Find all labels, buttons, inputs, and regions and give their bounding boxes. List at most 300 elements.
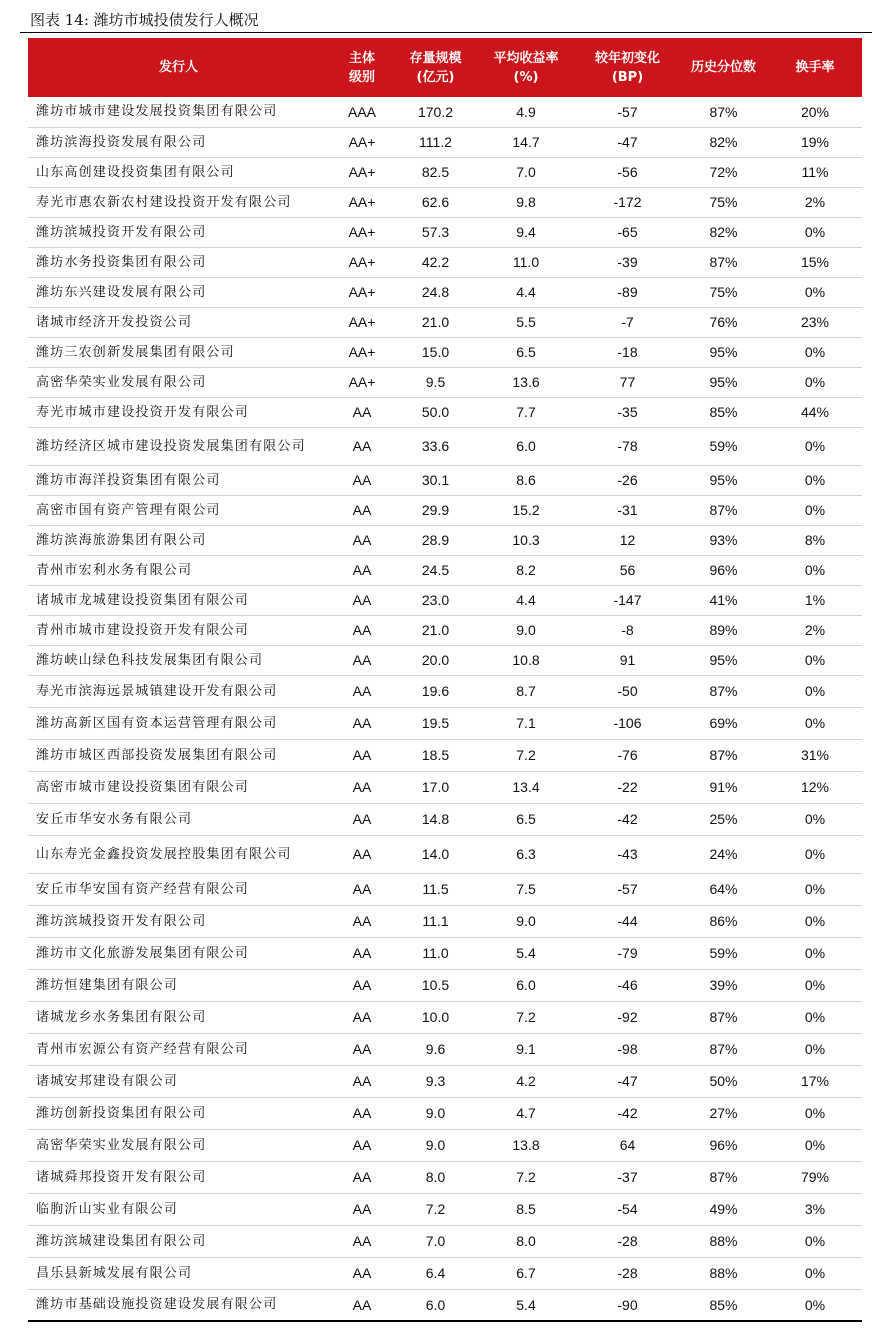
issuer-cell: 山东寿光金鑫投资发展控股集团有限公司 [28,835,329,873]
yield-cell: 13.4 [476,771,576,803]
yield-cell: 5.4 [476,1289,576,1321]
rating-cell: AA [329,427,395,465]
percentile-cell: 95% [679,645,768,675]
percentile-cell: 64% [679,873,768,905]
percentile-cell: 87% [679,1001,768,1033]
change-cell: -42 [576,1097,679,1129]
yield-cell: 7.1 [476,707,576,739]
issuer-cell: 诸城市龙城建设投资集团有限公司 [28,585,329,615]
header-issuer: 发行人 [28,38,329,97]
scale-cell: 9.6 [395,1033,476,1065]
rating-cell: AA [329,1257,395,1289]
rating-cell: AA [329,465,395,495]
scale-cell: 15.0 [395,337,476,367]
percentile-cell: 82% [679,217,768,247]
change-cell: 77 [576,367,679,397]
percentile-cell: 82% [679,127,768,157]
issuer-cell: 潍坊滨海投资发展有限公司 [28,127,329,157]
rating-cell: AA [329,1097,395,1129]
yield-cell: 6.5 [476,803,576,835]
scale-cell: 6.0 [395,1289,476,1321]
percentile-cell: 95% [679,465,768,495]
percentile-cell: 72% [679,157,768,187]
turnover-cell: 11% [768,157,862,187]
scale-cell: 24.5 [395,555,476,585]
header-yield-line2: (%) [513,69,539,85]
turnover-cell: 0% [768,1097,862,1129]
turnover-cell: 0% [768,707,862,739]
rating-cell: AA [329,1225,395,1257]
table-row [28,187,862,217]
yield-cell: 4.4 [476,277,576,307]
scale-cell: 170.2 [395,97,476,127]
issuer-cell: 青州市宏源公有资产经营有限公司 [28,1033,329,1065]
rating-cell: AA [329,1161,395,1193]
table-row [28,247,862,277]
scale-cell: 57.3 [395,217,476,247]
change-cell: 64 [576,1129,679,1161]
table-body [28,97,862,1321]
rating-cell: AA [329,1129,395,1161]
scale-cell: 42.2 [395,247,476,277]
change-cell: -98 [576,1033,679,1065]
scale-cell: 14.0 [395,835,476,873]
turnover-cell: 0% [768,495,862,525]
table-row [28,739,862,771]
issuer-cell: 高密市国有资产管理有限公司 [28,495,329,525]
percentile-cell: 25% [679,803,768,835]
scale-cell: 50.0 [395,397,476,427]
yield-cell: 13.8 [476,1129,576,1161]
change-cell: 56 [576,555,679,585]
change-cell: -44 [576,905,679,937]
issuer-table [28,38,862,1322]
table-row [28,1257,862,1289]
rating-cell: AA [329,1289,395,1321]
change-cell: -47 [576,1065,679,1097]
percentile-cell: 86% [679,905,768,937]
rating-cell: AA [329,525,395,555]
rating-cell: AA+ [329,337,395,367]
turnover-cell: 0% [768,465,862,495]
scale-cell: 24.8 [395,277,476,307]
scale-cell: 8.0 [395,1161,476,1193]
change-cell: -39 [576,247,679,277]
header-yield-line1: 平均收益率 [493,50,559,66]
table-row [28,495,862,525]
rating-cell: AA [329,771,395,803]
percentile-cell: 75% [679,187,768,217]
table-row [28,937,862,969]
change-cell: -54 [576,1193,679,1225]
scale-cell: 19.6 [395,675,476,707]
issuer-cell: 诸城龙乡水务集团有限公司 [28,1001,329,1033]
yield-cell: 5.4 [476,937,576,969]
yield-cell: 8.6 [476,465,576,495]
turnover-cell: 0% [768,1129,862,1161]
table-row [28,585,862,615]
yield-cell: 6.3 [476,835,576,873]
rating-cell: AA [329,495,395,525]
change-cell: -26 [576,465,679,495]
percentile-cell: 87% [679,247,768,277]
header-scale [395,38,476,97]
rating-cell: AA [329,615,395,645]
yield-cell: 8.0 [476,1225,576,1257]
rating-cell: AA [329,937,395,969]
table-row [28,803,862,835]
percentile-cell: 87% [679,495,768,525]
percentile-cell: 85% [679,1289,768,1321]
issuer-cell: 临朐沂山实业有限公司 [28,1193,329,1225]
percentile-cell: 49% [679,1193,768,1225]
change-cell: -35 [576,397,679,427]
table-row [28,555,862,585]
issuer-cell: 潍坊市基础设施投资建设发展有限公司 [28,1289,329,1321]
turnover-cell: 0% [768,645,862,675]
header-yield [476,38,576,97]
change-cell: -50 [576,675,679,707]
change-cell: -90 [576,1289,679,1321]
table-row [28,1065,862,1097]
change-cell: 12 [576,525,679,555]
header-change [576,38,679,97]
issuer-cell: 潍坊市文化旅游发展集团有限公司 [28,937,329,969]
rating-cell: AA [329,1033,395,1065]
turnover-cell: 31% [768,739,862,771]
rating-cell: AA [329,873,395,905]
table-row [28,615,862,645]
rating-cell: AAA [329,97,395,127]
yield-cell: 9.0 [476,905,576,937]
rating-cell: AA [329,555,395,585]
scale-cell: 6.4 [395,1257,476,1289]
percentile-cell: 87% [679,1161,768,1193]
turnover-cell: 17% [768,1065,862,1097]
scale-cell: 30.1 [395,465,476,495]
scale-cell: 21.0 [395,615,476,645]
header-turnover: 换手率 [768,38,862,97]
table-row [28,1129,862,1161]
issuer-cell: 潍坊市城市建设发展投资集团有限公司 [28,97,329,127]
turnover-cell: 0% [768,873,862,905]
yield-cell: 14.7 [476,127,576,157]
change-cell: -106 [576,707,679,739]
rating-cell: AA+ [329,127,395,157]
issuer-cell: 潍坊高新区国有资本运营管理有限公司 [28,707,329,739]
scale-cell: 10.5 [395,969,476,1001]
scale-cell: 82.5 [395,157,476,187]
table-row [28,427,862,465]
turnover-cell: 0% [768,555,862,585]
rating-cell: AA+ [329,187,395,217]
issuer-cell: 潍坊滨城投资开发有限公司 [28,905,329,937]
yield-cell: 7.7 [476,397,576,427]
header-rating [329,38,395,97]
percentile-cell: 39% [679,969,768,1001]
change-cell: -79 [576,937,679,969]
scale-cell: 29.9 [395,495,476,525]
issuer-cell: 昌乐县新城发展有限公司 [28,1257,329,1289]
change-cell: -22 [576,771,679,803]
issuer-cell: 高密市城市建设投资集团有限公司 [28,771,329,803]
table-row [28,1161,862,1193]
yield-cell: 4.7 [476,1097,576,1129]
table-row [28,127,862,157]
turnover-cell: 0% [768,1001,862,1033]
yield-cell: 9.1 [476,1033,576,1065]
change-cell: -65 [576,217,679,247]
yield-cell: 4.2 [476,1065,576,1097]
percentile-cell: 88% [679,1257,768,1289]
percentile-cell: 85% [679,397,768,427]
change-cell: -76 [576,739,679,771]
table-row [28,1097,862,1129]
issuer-cell: 寿光市滨海远景城镇建设开发有限公司 [28,675,329,707]
change-cell: -28 [576,1257,679,1289]
change-cell: -147 [576,585,679,615]
change-cell: -31 [576,495,679,525]
scale-cell: 28.9 [395,525,476,555]
change-cell: -46 [576,969,679,1001]
change-cell: -37 [576,1161,679,1193]
header-rating-line1: 主体 [348,50,375,66]
yield-cell: 7.2 [476,1001,576,1033]
rating-cell: AA [329,1193,395,1225]
turnover-cell: 3% [768,1193,862,1225]
percentile-cell: 95% [679,367,768,397]
turnover-cell: 44% [768,397,862,427]
table-row [28,157,862,187]
issuer-cell: 诸城市经济开发投资公司 [28,307,329,337]
scale-cell: 21.0 [395,307,476,337]
change-cell: -89 [576,277,679,307]
rating-cell: AA+ [329,157,395,187]
rating-cell: AA [329,707,395,739]
turnover-cell: 19% [768,127,862,157]
table-row [28,645,862,675]
rating-cell: AA [329,835,395,873]
header-rating-line2: 级别 [348,69,375,85]
rating-cell: AA [329,739,395,771]
turnover-cell: 0% [768,835,862,873]
percentile-cell: 27% [679,1097,768,1129]
turnover-cell: 1% [768,585,862,615]
yield-cell: 8.5 [476,1193,576,1225]
turnover-cell: 79% [768,1161,862,1193]
change-cell: -57 [576,873,679,905]
yield-cell: 7.0 [476,157,576,187]
turnover-cell: 0% [768,217,862,247]
issuer-cell: 潍坊水务投资集团有限公司 [28,247,329,277]
rating-cell: AA [329,905,395,937]
header-scale-line2: (亿元) [416,69,455,85]
header-percentile: 历史分位数 [679,38,768,97]
yield-cell: 4.9 [476,97,576,127]
turnover-cell: 0% [768,803,862,835]
percentile-cell: 41% [679,585,768,615]
percentile-cell: 95% [679,337,768,367]
table-row [28,367,862,397]
turnover-cell: 0% [768,937,862,969]
turnover-cell: 0% [768,1257,862,1289]
issuer-cell: 青州市宏利水务有限公司 [28,555,329,585]
rating-cell: AA+ [329,247,395,277]
scale-cell: 20.0 [395,645,476,675]
rating-cell: AA+ [329,277,395,307]
yield-cell: 8.7 [476,675,576,707]
header-scale-line1: 存量规模 [409,50,462,66]
scale-cell: 11.5 [395,873,476,905]
scale-cell: 9.5 [395,367,476,397]
yield-cell: 8.2 [476,555,576,585]
rating-cell: AA [329,803,395,835]
scale-cell: 19.5 [395,707,476,739]
table-row [28,1001,862,1033]
percentile-cell: 76% [679,307,768,337]
rating-cell: AA+ [329,217,395,247]
issuer-cell: 潍坊市海洋投资集团有限公司 [28,465,329,495]
table-row [28,337,862,367]
percentile-cell: 93% [679,525,768,555]
issuer-cell: 潍坊东兴建设发展有限公司 [28,277,329,307]
yield-cell: 9.0 [476,615,576,645]
scale-cell: 11.0 [395,937,476,969]
table-row [28,1225,862,1257]
table-row [28,397,862,427]
turnover-cell: 0% [768,367,862,397]
rating-cell: AA [329,645,395,675]
table-row [28,465,862,495]
yield-cell: 7.2 [476,739,576,771]
table-row [28,905,862,937]
percentile-cell: 87% [679,739,768,771]
percentile-cell: 89% [679,615,768,645]
rating-cell: AA [329,675,395,707]
percentile-cell: 88% [679,1225,768,1257]
rating-cell: AA [329,969,395,1001]
table-header [28,38,862,97]
yield-cell: 6.7 [476,1257,576,1289]
turnover-cell: 2% [768,187,862,217]
yield-cell: 9.4 [476,217,576,247]
percentile-cell: 50% [679,1065,768,1097]
yield-cell: 11.0 [476,247,576,277]
turnover-cell: 12% [768,771,862,803]
turnover-cell: 0% [768,277,862,307]
scale-cell: 10.0 [395,1001,476,1033]
scale-cell: 62.6 [395,187,476,217]
turnover-cell: 15% [768,247,862,277]
turnover-cell: 0% [768,969,862,1001]
yield-cell: 7.2 [476,1161,576,1193]
table-row [28,771,862,803]
percentile-cell: 91% [679,771,768,803]
turnover-cell: 0% [768,1289,862,1321]
table-row [28,217,862,247]
table-row [28,969,862,1001]
change-cell: -28 [576,1225,679,1257]
rating-cell: AA [329,1065,395,1097]
table-row [28,1193,862,1225]
table-row [28,525,862,555]
yield-cell: 10.3 [476,525,576,555]
header-change-line1: 较年初变化 [594,50,660,66]
scale-cell: 17.0 [395,771,476,803]
issuer-cell: 诸城安邦建设有限公司 [28,1065,329,1097]
change-cell: -42 [576,803,679,835]
scale-cell: 9.0 [395,1129,476,1161]
rating-cell: AA [329,397,395,427]
scale-cell: 18.5 [395,739,476,771]
change-cell: -92 [576,1001,679,1033]
change-cell: -43 [576,835,679,873]
table-row [28,707,862,739]
percentile-cell: 75% [679,277,768,307]
caption-divider [20,32,872,33]
yield-cell: 15.2 [476,495,576,525]
rating-cell: AA [329,1001,395,1033]
change-cell: -7 [576,307,679,337]
yield-cell: 10.8 [476,645,576,675]
change-cell: -8 [576,615,679,645]
table-row [28,307,862,337]
issuer-cell: 高密华荣实业发展有限公司 [28,367,329,397]
turnover-cell: 0% [768,337,862,367]
change-cell: -57 [576,97,679,127]
issuer-cell: 安丘市华安水务有限公司 [28,803,329,835]
percentile-cell: 87% [679,97,768,127]
issuer-cell: 寿光市城市建设投资开发有限公司 [28,397,329,427]
turnover-cell: 0% [768,905,862,937]
scale-cell: 23.0 [395,585,476,615]
percentile-cell: 59% [679,937,768,969]
rating-cell: AA [329,585,395,615]
change-cell: 91 [576,645,679,675]
scale-cell: 7.2 [395,1193,476,1225]
issuer-cell: 潍坊恒建集团有限公司 [28,969,329,1001]
scale-cell: 33.6 [395,427,476,465]
scale-cell: 111.2 [395,127,476,157]
issuer-cell: 潍坊滨城投资开发有限公司 [28,217,329,247]
yield-cell: 7.5 [476,873,576,905]
percentile-cell: 96% [679,1129,768,1161]
table-row [28,1289,862,1321]
table-row [28,835,862,873]
yield-cell: 6.5 [476,337,576,367]
yield-cell: 6.0 [476,969,576,1001]
issuer-cell: 潍坊创新投资集团有限公司 [28,1097,329,1129]
table-row [28,97,862,127]
issuer-cell: 潍坊市城区西部投资发展集团有限公司 [28,739,329,771]
percentile-cell: 87% [679,1033,768,1065]
percentile-cell: 24% [679,835,768,873]
percentile-cell: 96% [679,555,768,585]
percentile-cell: 87% [679,675,768,707]
table-row [28,277,862,307]
scale-cell: 9.0 [395,1097,476,1129]
scale-cell: 11.1 [395,905,476,937]
issuer-cell: 高密华荣实业发展有限公司 [28,1129,329,1161]
table-row [28,873,862,905]
figure-caption: 图表 14: 潍坊市城投债发行人概况 [30,11,259,29]
turnover-cell: 0% [768,1033,862,1065]
table-row [28,675,862,707]
issuer-cell: 青州市城市建设投资开发有限公司 [28,615,329,645]
header-change-line2: (BP) [611,69,644,85]
turnover-cell: 2% [768,615,862,645]
change-cell: -47 [576,127,679,157]
